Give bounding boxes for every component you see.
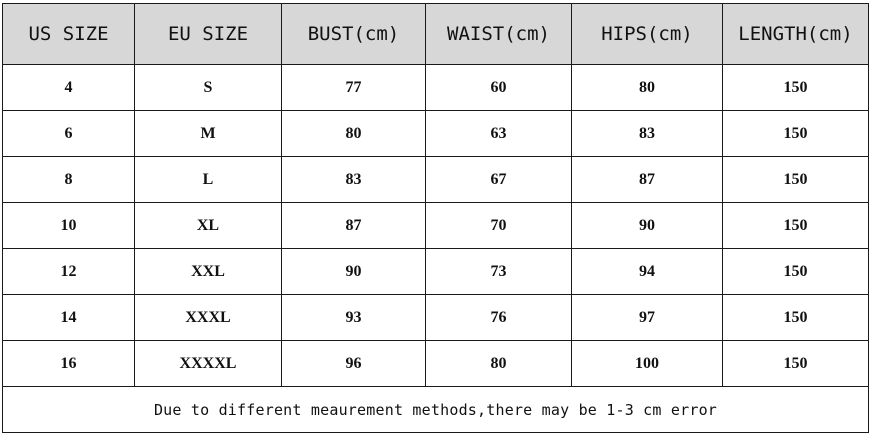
- header-row: [3, 4, 869, 65]
- cell-hips: 87: [572, 157, 723, 203]
- cell-length: 150: [723, 249, 869, 295]
- header-bust: BUST(cm): [282, 4, 426, 65]
- cell-hips: 90: [572, 203, 723, 249]
- cell-length: 150: [723, 203, 869, 249]
- cell-waist: 70: [426, 203, 572, 249]
- cell-eu-size: L: [135, 157, 282, 203]
- table-row: [3, 65, 869, 111]
- header-waist: WAIST(cm): [426, 4, 572, 65]
- cell-hips: 97: [572, 295, 723, 341]
- cell-waist: 67: [426, 157, 572, 203]
- cell-us-size: 16: [3, 341, 135, 387]
- cell-length: 150: [723, 111, 869, 157]
- cell-bust: 90: [282, 249, 426, 295]
- table-row: [3, 341, 869, 387]
- cell-eu-size: S: [135, 65, 282, 111]
- cell-eu-size: XXL: [135, 249, 282, 295]
- header-length: LENGTH(cm): [723, 4, 869, 65]
- cell-bust: 77: [282, 65, 426, 111]
- header-hips: HIPS(cm): [572, 4, 723, 65]
- cell-waist: 63: [426, 111, 572, 157]
- cell-hips: 83: [572, 111, 723, 157]
- size-chart-footer: [3, 387, 869, 433]
- table-row: [3, 111, 869, 157]
- cell-hips: 94: [572, 249, 723, 295]
- cell-us-size: 14: [3, 295, 135, 341]
- cell-us-size: 10: [3, 203, 135, 249]
- cell-bust: 80: [282, 111, 426, 157]
- cell-length: 150: [723, 295, 869, 341]
- cell-length: 150: [723, 341, 869, 387]
- cell-length: 150: [723, 65, 869, 111]
- measurement-note: Due to different meaurement methods,there may be 1-3 cm error: [3, 387, 869, 433]
- table-row: [3, 295, 869, 341]
- cell-waist: 76: [426, 295, 572, 341]
- cell-us-size: 4: [3, 65, 135, 111]
- cell-bust: 87: [282, 203, 426, 249]
- cell-length: 150: [723, 157, 869, 203]
- header-eu-size: EU SIZE: [135, 4, 282, 65]
- cell-us-size: 8: [3, 157, 135, 203]
- cell-bust: 96: [282, 341, 426, 387]
- cell-waist: 60: [426, 65, 572, 111]
- table-row: [3, 249, 869, 295]
- cell-eu-size: XL: [135, 203, 282, 249]
- cell-bust: 93: [282, 295, 426, 341]
- size-chart-body: [3, 65, 869, 387]
- cell-hips: 80: [572, 65, 723, 111]
- cell-waist: 73: [426, 249, 572, 295]
- cell-waist: 80: [426, 341, 572, 387]
- cell-eu-size: XXXXL: [135, 341, 282, 387]
- table-row: [3, 203, 869, 249]
- cell-eu-size: XXXL: [135, 295, 282, 341]
- note-row: [3, 387, 869, 433]
- cell-us-size: 12: [3, 249, 135, 295]
- table-row: [3, 157, 869, 203]
- cell-hips: 100: [572, 341, 723, 387]
- cell-us-size: 6: [3, 111, 135, 157]
- header-us-size: US SIZE: [3, 4, 135, 65]
- cell-eu-size: M: [135, 111, 282, 157]
- size-chart-header: [3, 4, 869, 65]
- size-chart-table: [2, 3, 869, 433]
- cell-bust: 83: [282, 157, 426, 203]
